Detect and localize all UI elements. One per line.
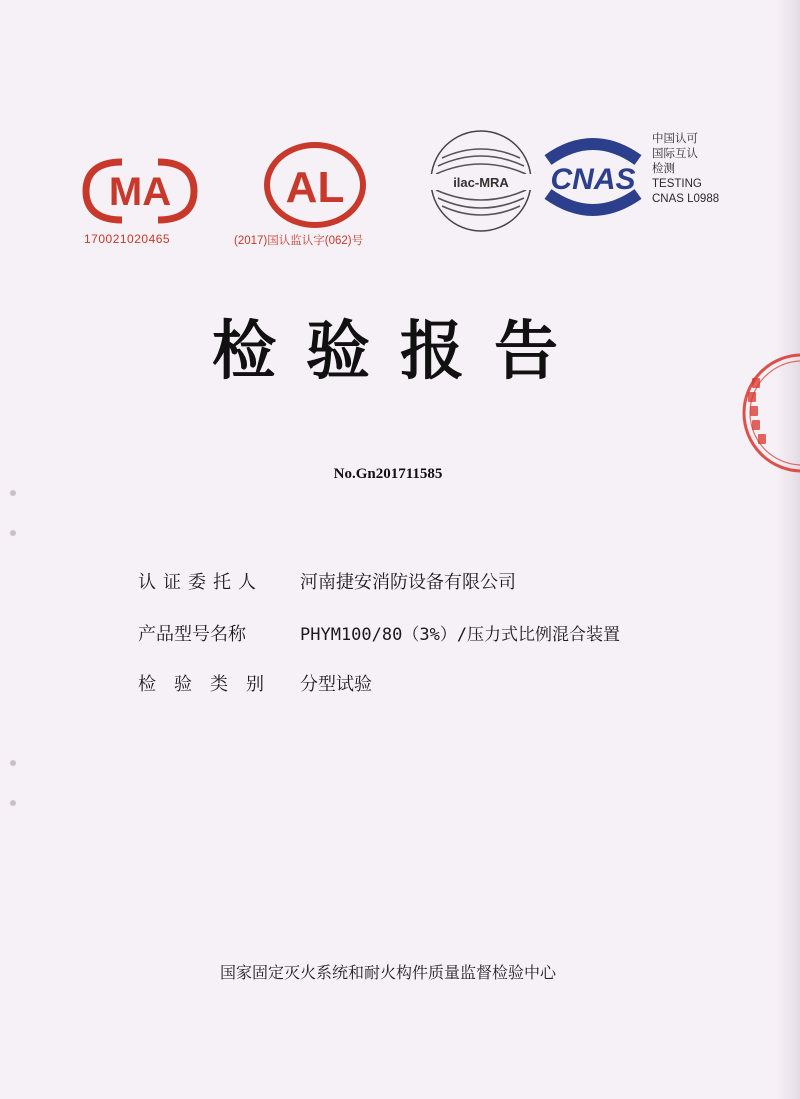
punch-hole (10, 490, 16, 496)
cnas-line: 国际互认 (652, 148, 698, 160)
cal-logo-text: AL (285, 163, 345, 212)
product-label: 产品型号名称 (138, 624, 246, 645)
cnas-line: 中国认可 (652, 133, 698, 145)
cnas-accreditation-text (652, 132, 719, 207)
cma-logo-text: MA (108, 170, 172, 214)
ilac-logo-text: ilac-MRA (453, 175, 509, 190)
cal-number: (2017)国认监认字(062)号 (234, 235, 364, 247)
inspection-type-row (138, 670, 372, 696)
report-number: No.Gn201711585 (333, 466, 443, 482)
punch-hole (10, 530, 16, 536)
cnas-logo-text: CNAS (550, 163, 636, 196)
client-label: 认证委托人 (138, 572, 263, 593)
seal-stamp (730, 348, 800, 478)
ilac-mra-logo (428, 128, 534, 234)
cnas-line: CNAS L0988 (652, 193, 720, 205)
page-edge (776, 0, 800, 1099)
product-value: PHYM100/80（3%）/压力式比例混合装置 (300, 625, 621, 645)
cal-logo (262, 140, 368, 230)
cma-logo (82, 158, 198, 224)
client-value: 河南捷安消防设备有限公司 (300, 572, 516, 593)
issuing-organization: 国家固定灭火系统和耐火构件质量监督检验中心 (219, 963, 556, 982)
report-title: 检验报告 (212, 315, 588, 389)
punch-hole (10, 760, 16, 766)
cnas-logo (534, 134, 652, 220)
product-row (138, 620, 620, 646)
inspection-type-value: 分型试验 (300, 674, 372, 695)
cnas-line: 检测 (652, 163, 675, 175)
inspection-type-label: 检验类别 (138, 674, 282, 695)
cma-number: 170021020465 (84, 232, 171, 246)
cnas-line: TESTING (652, 178, 702, 190)
punch-hole (10, 800, 16, 806)
client-row (138, 568, 516, 594)
